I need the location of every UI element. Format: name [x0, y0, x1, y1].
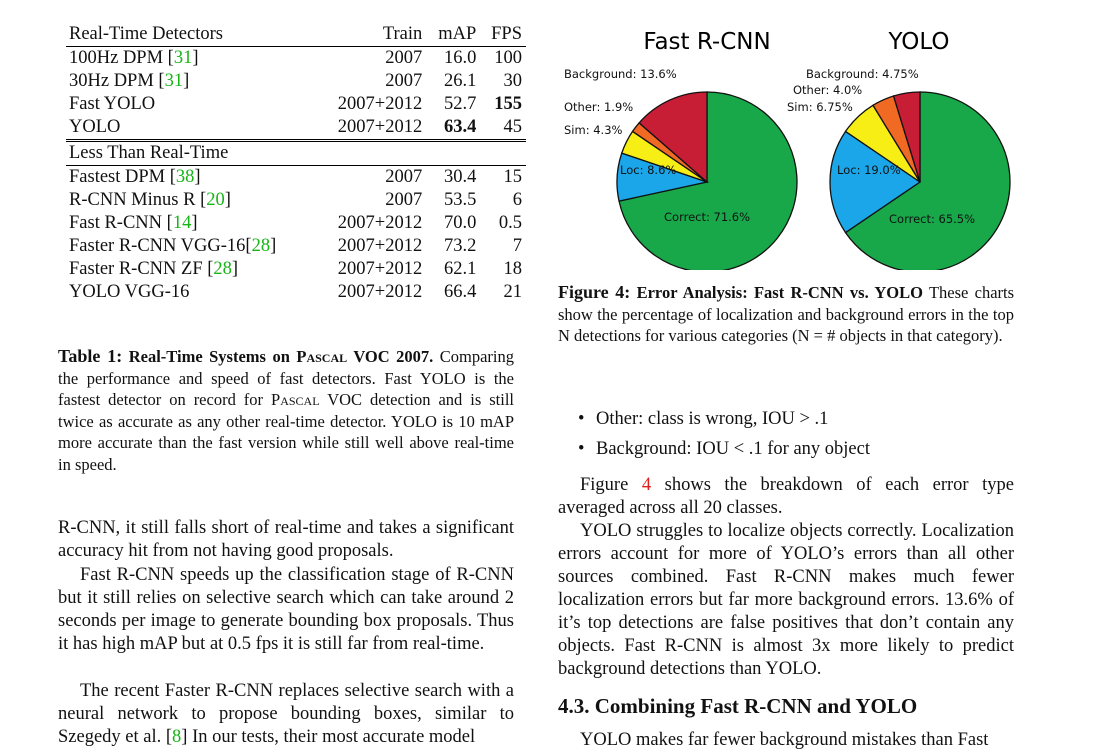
train-cell: 2007+2012	[337, 94, 423, 114]
detector-name: YOLO	[66, 116, 318, 141]
fps-cell: 30	[503, 71, 522, 91]
citation-link[interactable]: 8	[172, 727, 182, 747]
citation-link[interactable]: 28	[251, 236, 271, 256]
map-cell: 70.0	[443, 213, 477, 233]
train-cell: 2007	[385, 190, 423, 210]
pie-charts	[556, 20, 1026, 270]
pie-label-loc: Loc: 19.0%	[837, 163, 901, 177]
map-cell: 52.7	[443, 94, 477, 114]
fps-cell: 45	[480, 116, 526, 141]
table-header-detectors: Real-Time Detectors	[66, 23, 318, 47]
train-cell: 2007	[385, 167, 423, 187]
figure-caption-title: Error Analysis: Fast R-CNN vs. YOLO	[636, 283, 923, 302]
fps-cell: 18	[503, 259, 522, 279]
left-paragraph-3: The recent Faster R-CNN replaces selective search with a neural network to propose bounding boxes, similar to Szegedy et al. [8] In our tests, their most accurate model	[58, 681, 514, 747]
table-section-title: Less Than Real-Time	[66, 141, 318, 166]
citation-link[interactable]: 28	[213, 259, 232, 279]
train-cell: 2007+2012	[337, 259, 423, 279]
citation-link[interactable]: 31	[173, 48, 193, 68]
pie-label-background: Background: 13.6%	[564, 67, 677, 81]
map-cell: 30.4	[443, 167, 477, 187]
table-header-row	[66, 23, 526, 47]
table-caption-body: Comparing the performance and speed of fast detectors. Fast YOLO is the fastest detector on record for Pascal VOC detection and is still twice as accurate as any other real-time detector. YOLO is 10 mAP more accurate than the fast version while still well above real-time in speed.	[58, 347, 515, 474]
table-caption-label: Table 1:	[58, 346, 123, 366]
map-cell: 16.0	[443, 48, 477, 68]
pie-label-other: Other: 4.0%	[793, 83, 863, 97]
train-cell: 2007	[385, 71, 423, 91]
detector-name: Fast YOLO	[69, 94, 156, 114]
map-cell: 26.1	[443, 71, 477, 91]
right-paragraph-3: YOLO makes far fewer background mistakes than Fast	[580, 730, 989, 750]
fps-cell: 6	[512, 190, 522, 210]
pie-label-correct: Correct: 71.6%	[664, 210, 751, 224]
citation-link[interactable]: 38	[175, 167, 195, 187]
pie-title: YOLO	[888, 29, 950, 55]
pie-label-loc: Loc: 8.6%	[620, 163, 677, 177]
detector-name: Fast R-CNN [14]	[69, 213, 198, 233]
map-cell: 66.4	[443, 282, 477, 302]
train-cell: 2007+2012	[337, 282, 423, 302]
train-cell: 2007+2012	[337, 236, 423, 256]
right-paragraph-1: Figure 4 shows the breakdown of each error type averaged across all 20 classes.	[558, 475, 1014, 518]
pie-label-background: Background: 4.75%	[806, 67, 919, 81]
table-row	[66, 93, 526, 116]
citation-link[interactable]: 31	[164, 71, 184, 91]
table-section-row	[66, 141, 526, 166]
detector-name: Fastest DPM [38]	[69, 167, 201, 187]
table-row	[66, 212, 526, 235]
table-row	[66, 47, 526, 71]
detector-name: 30Hz DPM [31]	[69, 71, 190, 91]
section-heading: 4.3. Combining Fast R-CNN and YOLO	[558, 694, 918, 718]
table-caption	[58, 346, 514, 476]
pie-label-sim: Sim: 6.75%	[787, 100, 853, 114]
figure-caption	[558, 282, 1014, 347]
fps-cell: 0.5	[498, 213, 522, 233]
pie-label-sim: Sim: 4.3%	[564, 123, 623, 137]
list-item: • Other: class is wrong, IOU > .1	[578, 405, 870, 435]
table-row	[66, 258, 526, 281]
table-row	[66, 235, 526, 258]
detector-name: Faster R-CNN ZF [28]	[69, 259, 239, 279]
list-item: • Background: IOU < .1 for any object	[578, 435, 870, 465]
table-row	[66, 281, 526, 304]
pie-label-other: Other: 1.9%	[564, 100, 634, 114]
table-header-map: mAP	[426, 23, 480, 47]
train-cell: 2007+2012	[337, 213, 423, 233]
figure-caption-label: Figure 4:	[558, 282, 631, 302]
train-cell: 2007	[385, 48, 423, 68]
fps-cell: 7	[512, 236, 522, 256]
table-row	[66, 189, 526, 212]
fps-cell: 155	[494, 94, 522, 114]
fps-cell: 100	[494, 48, 522, 68]
table-row	[66, 166, 526, 190]
citation-link[interactable]: 14	[172, 213, 192, 233]
realtime-rows	[66, 47, 526, 141]
detector-name: R-CNN Minus R [20]	[69, 190, 231, 210]
left-paragraph-1: R-CNN, it still falls short of real-time and takes a significant accuracy hit from not having good proposals.	[58, 518, 514, 561]
table-caption-title: Real-Time Systems on Pascal VOC 2007.	[128, 347, 434, 366]
error-type-list	[578, 405, 870, 464]
fps-cell: 21	[503, 282, 522, 302]
map-cell: 63.4	[426, 116, 480, 141]
fps-cell: 15	[503, 167, 522, 187]
table-header-train: Train	[318, 23, 427, 47]
results-table	[66, 23, 526, 304]
slow-rows	[66, 166, 526, 305]
train-cell: 2007+2012	[318, 116, 427, 141]
figure-4	[556, 20, 1026, 275]
pie-label-correct: Correct: 65.5%	[889, 212, 976, 226]
left-paragraph-2: Fast R-CNN speeds up the classification stage of R-CNN but it still relies on selective search which can take around 2 seconds per image to generate bounding box proposals. Thus it has high mAP but at 0.5 fps it is still far from real-time.	[58, 565, 514, 654]
right-paragraph-2: YOLO struggles to localize objects correctly. Localization errors account for more of YOLO’s errors than all other sources combined. Fast R-CNN makes much fewer localization errors but far more background errors. 13.6% of it’s top detections are false positives that don’t contain any objects. Fast R-CNN is almost 3x more likely to predict background detections than YOLO.	[558, 521, 1014, 679]
detector-name: Faster R-CNN VGG-16[28]	[69, 236, 277, 256]
table-row	[66, 116, 526, 141]
table-row	[66, 70, 526, 93]
table-header-fps: FPS	[480, 23, 526, 47]
map-cell: 73.2	[443, 236, 477, 256]
figure-caption-body: These charts show the percentage of localization and background errors in the top N detections for various categories (N = # objects in that category).	[558, 283, 1015, 346]
citation-link[interactable]: 20	[206, 190, 225, 210]
pie-title: Fast R-CNN	[643, 29, 771, 55]
map-cell: 53.5	[443, 190, 477, 210]
detector-name: YOLO VGG-16	[69, 282, 190, 302]
map-cell: 62.1	[443, 259, 477, 279]
detector-name: 100Hz DPM [31]	[69, 48, 199, 68]
figure-reference-link[interactable]: 4	[641, 475, 652, 495]
